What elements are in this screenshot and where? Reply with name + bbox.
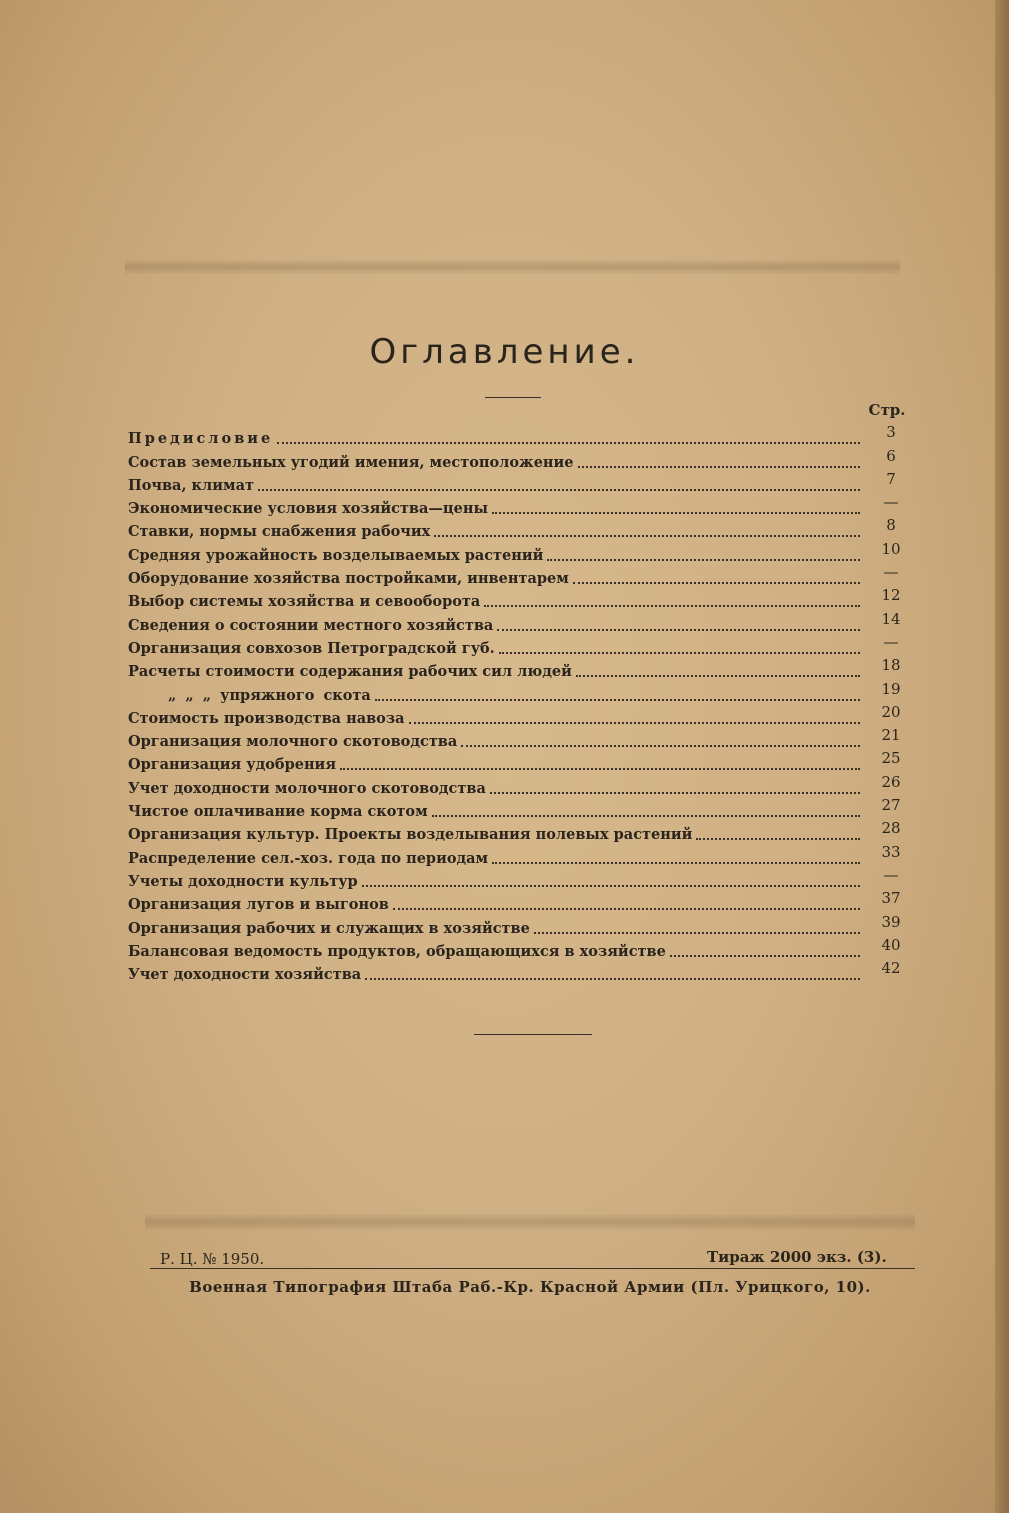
toc-entry (128, 634, 918, 657)
toc-leader-dots (409, 722, 861, 724)
toc-entry-page: 14 (881, 609, 901, 628)
imprint-rule (150, 1268, 915, 1269)
toc-leader-dots (362, 885, 860, 887)
toc-entry-page: 18 (881, 656, 901, 675)
show-through-band (145, 1214, 915, 1230)
show-through-band (125, 260, 900, 274)
print-run: Тираж 2000 экз. (3). (707, 1248, 887, 1266)
toc-entry-page: 21 (881, 726, 901, 745)
toc-entry-title: „ „ „ упряжного скота (168, 686, 371, 704)
toc-entry (128, 797, 918, 820)
toc-leader-dots (670, 955, 860, 957)
toc-entry (128, 610, 918, 633)
toc-entry-title: Распределение сел.-хоз. года по периодам (128, 849, 489, 867)
toc-entry-title: Учеты доходности культур (128, 872, 358, 890)
toc-entry-page: 33 (881, 842, 901, 861)
toc-entry-page: — (883, 632, 899, 651)
toc-leader-dots (492, 862, 860, 864)
toc-entry-title: Организация удобрения (128, 756, 337, 774)
toc-leader-dots (365, 978, 860, 980)
toc-entry (128, 890, 918, 913)
toc-leader-dots (340, 768, 860, 770)
toc-leader-dots (492, 512, 860, 514)
toc-entry-page: 37 (881, 889, 901, 908)
title-divider (485, 397, 541, 398)
toc-entry-title: Предисловие (128, 430, 274, 448)
toc-entry-page: — (883, 493, 899, 512)
toc-entry (128, 680, 918, 703)
toc-entry-page: 7 (886, 469, 896, 488)
toc-entry-page: — (883, 865, 899, 884)
toc-entry (128, 960, 918, 983)
toc-entry-page: 3 (886, 423, 896, 442)
table-of-contents (128, 424, 918, 983)
toc-entry-page: 12 (881, 586, 901, 605)
toc-entry-page: 28 (881, 819, 901, 838)
toc-entry (128, 447, 918, 470)
toc-entry-title: Организация молочного скотоводства (128, 733, 458, 751)
toc-leader-dots (499, 652, 860, 654)
toc-entry (128, 494, 918, 517)
toc-entry (128, 843, 918, 866)
toc-leader-dots (576, 675, 860, 677)
toc-leader-dots (277, 442, 860, 444)
page-column-header: Стр. (868, 401, 906, 419)
toc-entry-title: Учет доходности хозяйства (128, 966, 362, 984)
toc-entry (128, 657, 918, 680)
toc-entry (128, 773, 918, 796)
toc-entry (128, 564, 918, 587)
toc-leader-dots (547, 559, 860, 561)
toc-leader-dots (484, 605, 860, 607)
toc-entry (128, 820, 918, 843)
toc-entry (128, 704, 918, 727)
toc-entry-title: Средняя урожайность возделываемых растений (128, 546, 544, 564)
toc-entry-title: Выбор системы хозяйства и севооборота (128, 593, 481, 611)
toc-entry-page: 26 (881, 772, 901, 791)
toc-entry (128, 424, 918, 447)
toc-entry-title: Балансовая ведомость продуктов, обращающихся в хозяйстве (128, 942, 666, 960)
toc-leader-dots (497, 629, 860, 631)
toc-entry-title: Стоимость производства навоза (128, 709, 405, 727)
toc-entry-page: 40 (881, 935, 901, 954)
toc-entry (128, 937, 918, 960)
toc-entry-title: Организация рабочих и служащих в хозяйстве (128, 919, 530, 937)
toc-entry-title: Оборудование хозяйства постройками, инвентарем (128, 570, 569, 588)
toc-entry-page: — (883, 563, 899, 582)
toc-entry-title: Состав земельных угодий имения, местоположение (128, 453, 574, 471)
toc-leader-dots (393, 908, 860, 910)
toc-entry (128, 471, 918, 494)
toc-entry (128, 540, 918, 563)
toc-entry (128, 727, 918, 750)
toc-entry-page: 6 (886, 446, 896, 465)
section-divider (474, 1034, 592, 1035)
toc-entry-page: 27 (881, 796, 901, 815)
toc-leader-dots (696, 838, 860, 840)
toc-leader-dots (578, 466, 860, 468)
toc-entry-title: Организация лугов и выгонов (128, 896, 389, 914)
toc-entry (128, 867, 918, 890)
toc-entry-page: 39 (881, 912, 901, 931)
toc-leader-dots (432, 815, 860, 817)
toc-entry-title: Чистое оплачивание корма скотом (128, 803, 428, 821)
page-title: Оглавление. (369, 332, 640, 372)
toc-entry-page: 20 (881, 702, 901, 721)
toc-entry-page: 19 (881, 679, 901, 698)
printer-line: Военная Типография Штаба Раб.-Кр. Красной Армии (Пл. Урицкого, 10). (189, 1278, 871, 1296)
toc-entry-title: Ставки, нормы снабжения рабочих (128, 523, 431, 541)
toc-entry-page: 25 (881, 749, 901, 768)
toc-entry-page: 42 (881, 959, 901, 978)
toc-leader-dots (573, 582, 860, 584)
toc-entry-title: Экономические условия хозяйства—цены (128, 500, 488, 518)
toc-entry (128, 587, 918, 610)
toc-entry-page: 10 (881, 539, 901, 558)
toc-entry-title: Сведения о состоянии местного хозяйства (128, 616, 494, 634)
toc-entry (128, 913, 918, 936)
toc-entry-title: Организация совхозов Петроградской губ. (128, 639, 495, 657)
toc-entry-title: Учет доходности молочного скотоводства (128, 779, 486, 797)
toc-leader-dots (258, 489, 860, 491)
toc-leader-dots (375, 699, 860, 701)
toc-entry-title: Почва, климат (128, 476, 254, 494)
toc-entry-page: 8 (886, 516, 896, 535)
toc-entry (128, 517, 918, 540)
registration-number: Р. Ц. № 1950. (160, 1250, 265, 1268)
toc-entry (128, 750, 918, 773)
toc-leader-dots (461, 745, 860, 747)
toc-entry-title: Организация культур. Проекты возделывания полевых растений (128, 826, 693, 844)
toc-leader-dots (534, 932, 860, 934)
toc-leader-dots (490, 792, 860, 794)
toc-entry-title: Расчеты стоимости содержания рабочих сил людей (128, 663, 572, 681)
toc-leader-dots (434, 535, 860, 537)
